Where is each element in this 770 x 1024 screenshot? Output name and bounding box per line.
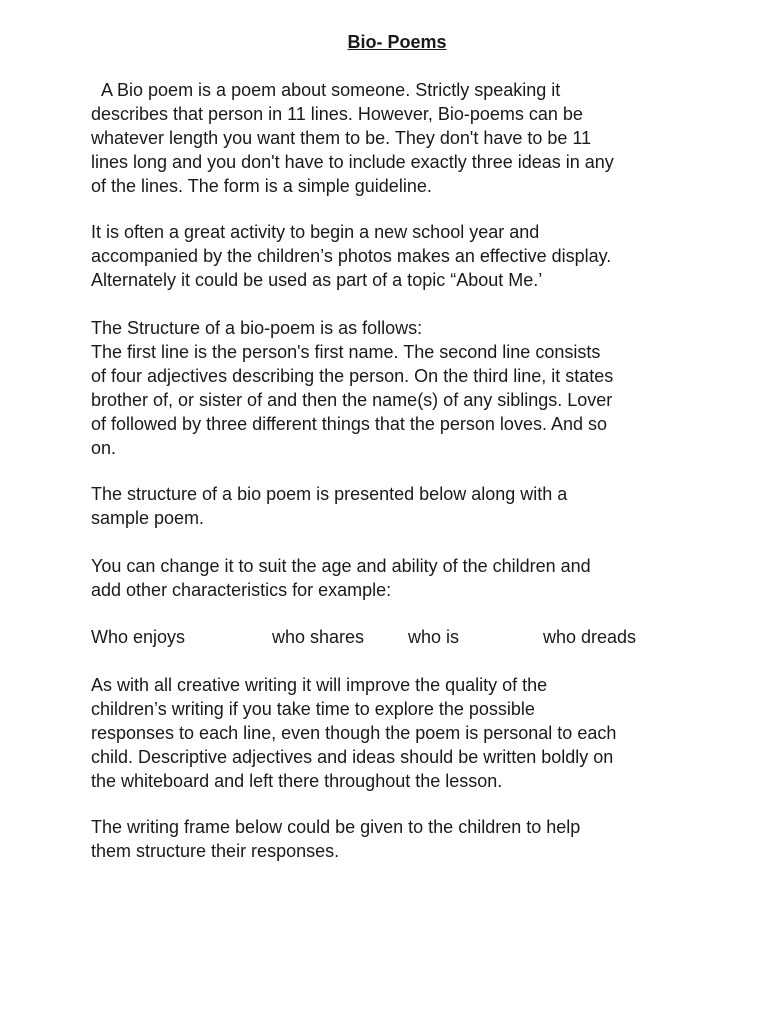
text-line: The writing frame below could be given to the children to help <box>91 817 581 837</box>
text-line: brother of, or sister of and then the name(s) of any siblings. Lover <box>91 390 613 410</box>
paragraph-change <box>91 554 691 602</box>
text-line: add other characteristics for example: <box>91 580 392 600</box>
text-line: on. <box>91 438 117 458</box>
text-line: the whiteboard and left there throughout the lesson. <box>91 771 503 791</box>
text-line: sample poem. <box>91 508 205 528</box>
text-line: accompanied by the children’s photos makes an effective display. <box>91 246 612 266</box>
text-line: You can change it to suit the age and ability of the children and <box>91 556 591 576</box>
text-line: The Structure of a bio-poem is as follows: <box>91 318 423 338</box>
text-line: responses to each line, even though the poem is personal to each <box>91 723 617 743</box>
text-line: of the lines. The form is a simple guideline. <box>91 176 432 196</box>
text-line: As with all creative writing it will improve the quality of the <box>91 675 548 695</box>
text-line: The structure of a bio poem is presented below along with a <box>91 484 568 504</box>
text-line: The first line is the person's first name. The second line consists <box>91 342 601 362</box>
text-line: whatever length you want them to be. They don't have to be 11 <box>91 128 592 148</box>
document-title: Bio- Poems <box>347 32 447 52</box>
paragraph-structure <box>91 316 691 460</box>
text-line: of four adjectives describing the person. On the third line, it states <box>91 366 614 386</box>
paragraph-intro <box>91 78 701 198</box>
example-item: who shares <box>272 627 365 647</box>
paragraph-writing-frame <box>91 815 691 863</box>
text-line: of followed by three different things that the person loves. And so <box>91 414 607 434</box>
example-item: Who enjoys <box>91 627 186 647</box>
text-line: them structure their responses. <box>91 841 340 861</box>
text-line: describes that person in 11 lines. However, Bio-poems can be <box>91 104 583 124</box>
paragraph-presented <box>91 482 691 530</box>
example-item: who is <box>408 627 460 647</box>
example-item: who dreads <box>543 627 637 647</box>
paragraph-creative-writing <box>91 673 691 793</box>
example-characteristics <box>91 625 691 649</box>
paragraph-activity <box>91 220 691 292</box>
text-line: A Bio poem is a poem about someone. Strictly speaking it <box>101 80 561 100</box>
text-line: Alternately it could be used as part of a topic “About Me.’ <box>91 270 543 290</box>
text-line: It is often a great activity to begin a new school year and <box>91 222 540 242</box>
text-line: child. Descriptive adjectives and ideas should be written boldly on <box>91 747 614 767</box>
text-line: lines long and you don't have to include exactly three ideas in any <box>91 152 614 172</box>
text-line: children’s writing if you take time to explore the possible <box>91 699 535 719</box>
